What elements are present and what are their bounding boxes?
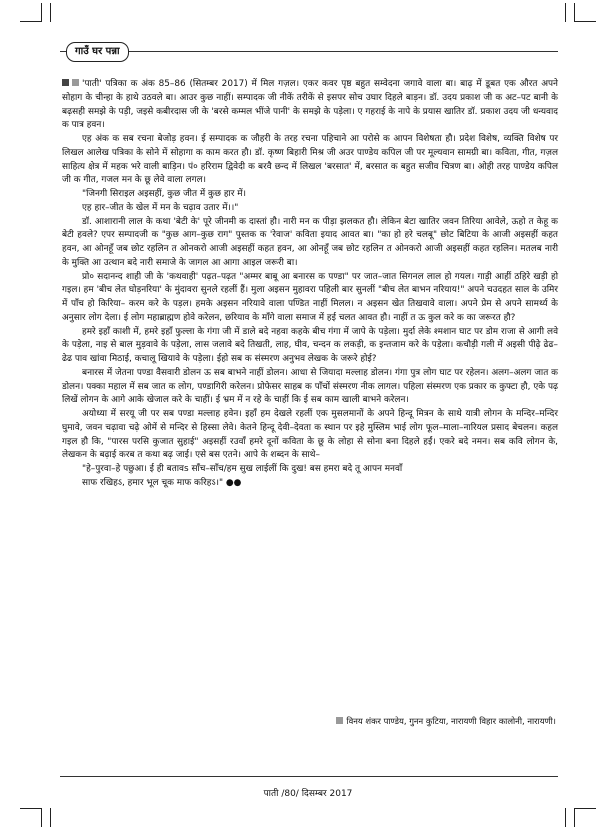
paragraph-3: डॉ. आशारानी लाल के कथा 'बेटी के' पूरे जीनमी क दास्तां हौ। नारी मन क पीड़ा झलकत हौ। लेकिन बेटा खातिर जवन तिरिया आवेले, ऊहो त केहू क बेटी हवले? एपर सम्पादजी क "कुछ आग–कुछ राग" पुस्तक क 'रेवाज' कविता इयाद आवत बा। "का हो हरे चलबू" छोट बिटिया के आजी अइसहीं कहत हवन, आ ओनहूँ जब छोट रहलिन त ओनकरो आजी अइसहीं कहत हवन, आ ओनहूँ जब छोट रहलिन त ओनकरो आजी अइसहीं कहत रहलिन। मतलब नारी के मुक्ति आ उत्थान बदे नारी समाजे के जागल आ आगा आइल जरूरी बा। [62, 216, 558, 268]
page-footer: पाती /80/ दिसम्बर 2017 [263, 789, 353, 799]
bullet-square-icon [62, 79, 69, 86]
crop-mark [41, 808, 42, 827]
paragraph-2: एह अंक क सब रचना बेजोड़ हवन। ई सम्पादक क जौहरी के तरह रचना पहिचाने आ परोसे क आपन विशेषता हौ। प्रदेश विशेष, व्यक्ति विशेष पर लिखल आलेख पत्रिका के सोने में सोहागा क काम करत हौ। डॉ. कृष्ण बिहारी मिश्र जी अउर पाण्डेय कपिल जी पर मूल्यवान सामग्री बा। कविता, गीत, गज़ल साहित्य क्षेत्र में महक भरे वाली बाड़िन। पं० हरिराम द्विवेदी क बरवै छन्द में लिखल 'बरसात' में, बरसात क बहुत सजीव चित्रण बा। ओही तरह पाण्डेय कपिल जी क गीत, गजल मन के छू लेवे वाला लगल। [62, 134, 558, 186]
paragraph-7: अयोध्या में सरयू जी पर सब पण्डा मल्लाह हवेन। इहाँ हम देखले रहलीं एक मुसलमानों के अपने हिन्दू मित्रन के साथे यात्री लोगन के मन्दिर–मन्दिर घुमावे, जवन चढ़ावा चढ़े ओमें से मन्दिर से हिस्सा लेवे। केतने हिन्दू देवी–देवता क स्थान पर इहे मुस्लिम भाई लोग फूल–माला–नारियल प्रसाद बेचलन। कहल गइल हौ कि, "पारस परसि कुजात सुहाई" अइसहीं रउवाँ हमरे दूनों कविता के छू के लोहा से सोना बना दिहले हईं। एकरे बदे नमन। सब कवि लोगन के, लेखकन के बढ़ाई करब त कथा बढ़ जाई। एसे बस एतने। आपे के शब्दन के साथे– [62, 409, 558, 461]
bullet-square-icon [72, 79, 79, 86]
crop-mark [41, 3, 42, 22]
crop-mark [20, 21, 42, 22]
quote-2-line-2: साफ रखिहऽ, हमार भूल चूक माफ करिहऽ।" ●● [82, 477, 242, 488]
quote-2-line-1: "हे–पुरवा–हे पछुआ। ई ही बतावs साँच–साँच/हम सुख लाईलीं कि दुख! बस हमरा बदे तू आपन मनवाँ [82, 464, 403, 474]
crop-mark [574, 3, 575, 22]
crop-mark [50, 3, 51, 22]
crop-mark [574, 21, 596, 22]
bullet-square-icon [336, 717, 343, 724]
paragraph-5: हमरे इहाँ काशी में, हमरे इहाँ फुल्ला के गंगा जी में डाले बदे नहवा कहके बीच गंगा में जापे के पड़ेला। मुर्दा लेके श्मशान घाट पर डोम राजा से आगी लवे के पड़ेला, नाइ से बाल मुड़वावे के पड़ेला, लास जलावे बदे तिखती, लाह, घीव, चन्दन क लकड़ी, क इन्तजाम करे के पड़ेला। कचौड़ी गली में अइसी पीढ़े ढेढ–ढेढ पाव खांवा मिठाई, कचालू खियावे के पड़ेला। ईहो सब क संस्मरण अनुभव लेखक के जरूरे होई? [62, 326, 558, 364]
crop-mark [574, 808, 596, 809]
crop-mark [50, 808, 51, 827]
footer-rule [60, 776, 558, 777]
paragraph-4: प्रो० सदानन्द शाही जी के 'कथवाही' पढ़त–पढ़त "अम्मर बाबू आ बनारस क पण्डा" पर जात–जात सिगनल लाल हो गयल। गाड़ी आहीं ठहिरे खड़ी हो गइल। हम 'बीच लेत घोड़नरिया' के मुंदावरा सुनले रहलीं हैं। मुला अइसन मुहावरा पहिली बार सुनलीं "बीच लेत बाभन नरियाय!" अपने चउदहत साल के उमिर में पाँच हो किरिया– करम करे के पड़ल। हमके अइसन नरियावे वाला पण्डित नाहीं मिलल। न अइसन खेत तिखवावे वाला। अपने प्रेम से अपने सामर्थ्य के अनुसार लोग देला। ई लोग महाब्राह्मण होवे करेलन, छरियाव के माँगे वाला समाज में हई चलत आवत हौ। नाहीं त ऊ कुल करे क का जरूरत हौ? [62, 271, 558, 323]
crop-mark [565, 3, 566, 22]
quote-1-line-1: "जिनगी सिराइल अइसहीं, कुछ जीत में कुछ हार में। [82, 189, 246, 199]
quote-1-line-2: एह हार–जीत के खेल में मन के चढ़ाव उतार में।।" [82, 202, 239, 213]
signature-line: विनय शंकर पाण्डेय, गुनन कुटिया, नारायणी विहार कालोनी, नारायणी। [200, 716, 556, 727]
paragraph-6: बनारस में जेतना पण्डा वैसवारी डोलन ऊ सब बाभने नाहीं डोलन। आधा से जियादा मल्लाह डोलन। गंगा पुत्र लोग घाट पर रहेलन। अलग–अलग जात क डोलन। पक्का महाल में सब जात क लोग, पण्डागिरी करेलन। प्रोफेसर साहब क पाँचों संस्मरण नीक लागल। पहिला संस्मरण एक प्रकार क कुफ्टा हौ, एके पढ़ लिखें लोगन के आगे आके खेजाल करे के चाहीं। ई भ्रम में न रहे के चाहीं कि ई सब काम खाली बाभने करेलन। [62, 367, 558, 406]
letter-body [62, 78, 558, 491]
crop-mark [20, 808, 42, 809]
end-mark-icon: ●● [225, 477, 242, 488]
crop-mark [574, 808, 575, 827]
section-tag: गाउँ घर पन्ना [66, 42, 129, 62]
paragraph-1: 'पाती' पत्रिका क अंक 85–86 (सितम्बर 2017) में मिल गज़ल। एकर कवर पृष्ठ बहुत सम्वेदना जगावे वाला बा। बाढ़ में डूबत एक औरत अपने सोहाग के चीन्हा के हाथे उठवले बा। आउर कुछ नाहीं। सम्पादक जी नीकें तरीकें से इसपर सोच उघार दिहले बाड़न। डॉ. उदय प्रकाश जी क अट–पट बानी के बढ़सही समझे के पड़ी, जइसे कबीरदास जी के 'बरसे कम्मल भींजे पानी' के समझे के पड़ेला। ए गहराई के नापे के प्रयास खातिर डॉ. प्रकाश उदय जी धन्यवाद क पात्र हवन। [62, 79, 558, 131]
header-rule [60, 51, 558, 52]
crop-mark [565, 808, 566, 827]
